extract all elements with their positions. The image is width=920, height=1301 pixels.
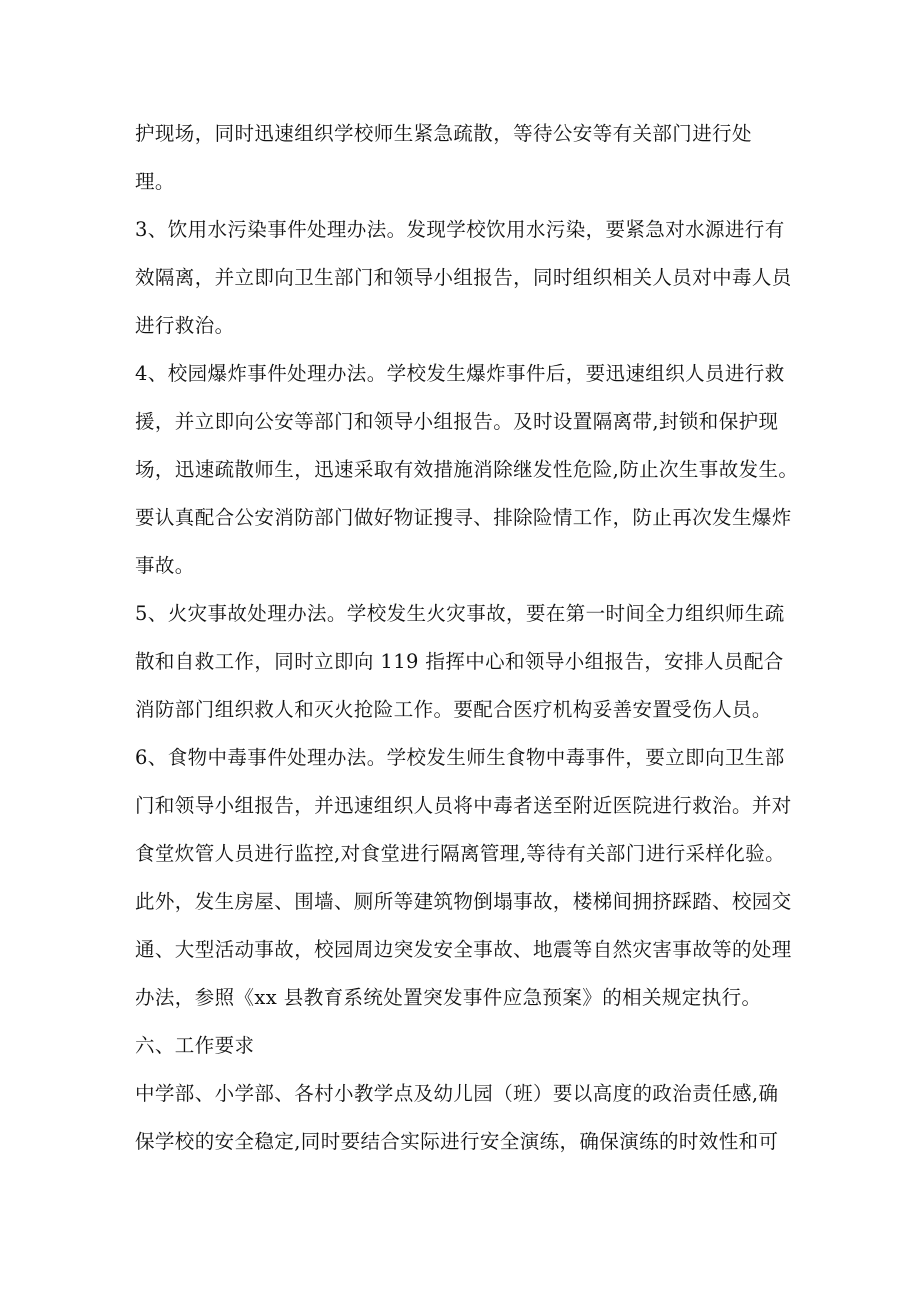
- text-line: 通、大型活动事故，校园周边突发安全事故、地震等自然灾害事故等的处理: [135, 938, 792, 961]
- text-line: 消防部门组织救人和灭火抢险工作。要配合医疗机构妥善安置受伤人员。: [135, 698, 772, 721]
- text-line: 进行救治。: [135, 314, 235, 337]
- text-line: 3、饮用水污染事件处理办法。发现学校饮用水污染，要紧急对水源进行有: [135, 218, 785, 241]
- text-line: 办法，参照《xx 县教育系统处置突发事件应急预案》的相关规定执行。: [135, 986, 762, 1009]
- text-line: 4、校园爆炸事件处理办法。学校发生爆炸事件后，要迅速组织人员进行救: [135, 362, 785, 385]
- text-line: 理。: [135, 170, 175, 193]
- text-line: 效隔离，并立即向卫生部门和领导小组报告，同时组织相关人员对中毒人员: [135, 266, 792, 289]
- text-line: 要认真配合公安消防部门做好物证搜寻、排除险情工作，防止再次发生爆炸: [135, 506, 792, 529]
- section-heading: 六、工作要求: [135, 1034, 255, 1057]
- text-line: 6、食物中毒事件处理办法。学校发生师生食物中毒事件，要立即向卫生部: [135, 746, 785, 769]
- text-line: 援，并立即向公安等部门和领导小组报告。及时设置隔离带,封锁和保护现: [135, 410, 779, 433]
- text-line: 食堂炊管人员进行监控,对食堂进行隔离管理,等待有关部门进行采样化验。: [135, 842, 785, 865]
- text-line: 场，迅速疏散师生，迅速采取有效措施消除继发性危险,防止次生事故发生。: [135, 458, 799, 481]
- text-line: 散和自救工作，同时立即向 119 指挥中心和领导小组报告，安排人员配合: [135, 650, 784, 673]
- text-line: 门和领导小组报告，并迅速组织人员将中毒者送至附近医院进行救治。并对: [135, 794, 792, 817]
- text-line: 护现场，同时迅速组织学校师生紧急疏散，等待公安等有关部门进行处: [135, 122, 752, 145]
- text-line: 中学部、小学部、各村小教学点及幼儿园（班）要以高度的政治责任感,确: [135, 1082, 779, 1105]
- text-line: 事故。: [135, 554, 195, 577]
- text-line: 5、火灾事故处理办法。学校发生火灾事故，要在第一时间全力组织师生疏: [135, 602, 785, 625]
- text-line: 此外，发生房屋、围墙、厕所等建筑物倒塌事故，楼梯间拥挤踩踏、校园交: [135, 890, 792, 913]
- text-line: 保学校的安全稳定,同时要结合实际进行安全演练，确保演练的时效性和可: [135, 1130, 779, 1153]
